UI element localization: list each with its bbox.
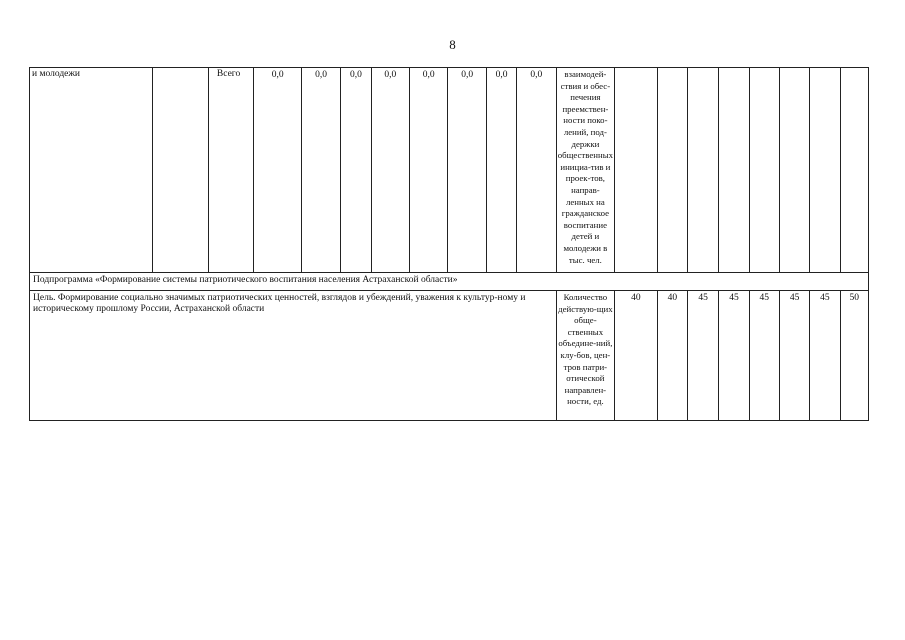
goal-indicator-cell: Количество действую-щих обще-ственных объедине-ний, клу-бов, цен-тров патри-отической направлен-ности, ед. [556,291,615,421]
target-value-cell: 45 [779,291,809,421]
empty-cell [779,68,809,273]
target-value-cell: 40 [657,291,687,421]
row-name-cell: и молодежи [30,68,153,273]
empty-cell [810,68,840,273]
program-table [29,67,869,421]
indicator-cell: взаимодей-ствия и обес-печения преемствен-ности поко-лений, под-держки общественных инициа-тив и проек-тов, направ-ленных на гражданское воспитание детей и молодежи в тыс. чел. [556,68,615,273]
empty-cell [840,68,868,273]
table-row [30,68,869,273]
goal-row [30,291,869,421]
value-cell: 0,0 [341,68,371,273]
page-number: 8 [449,37,456,52]
subprogram-row [30,273,869,291]
target-value-cell: 40 [615,291,657,421]
value-cell: 0,0 [410,68,448,273]
target-value-cell: 45 [749,291,779,421]
goal-text: Цель. Формирование социально значимых патриотических ценностей, взглядов и убеждений, уважения к культур-ному и историческому прошлому России, Астраханской области [30,291,557,421]
empty-cell [153,68,209,273]
value-cell: 0,0 [448,68,486,273]
funding-source-cell: Всего [208,68,253,273]
subprogram-title: Подпрограмма «Формирование системы патриотического воспитания населения Астраханской области» [30,273,869,291]
empty-cell [749,68,779,273]
empty-cell [657,68,687,273]
target-value-cell: 45 [687,291,718,421]
value-cell: 0,0 [301,68,340,273]
empty-cell [687,68,718,273]
target-value-cell: 50 [840,291,868,421]
empty-cell [719,68,749,273]
value-cell: 0,0 [254,68,302,273]
target-value-cell: 45 [719,291,749,421]
value-cell: 0,0 [371,68,409,273]
empty-cell [615,68,657,273]
value-cell: 0,0 [517,68,556,273]
value-cell: 0,0 [486,68,516,273]
target-value-cell: 45 [810,291,840,421]
